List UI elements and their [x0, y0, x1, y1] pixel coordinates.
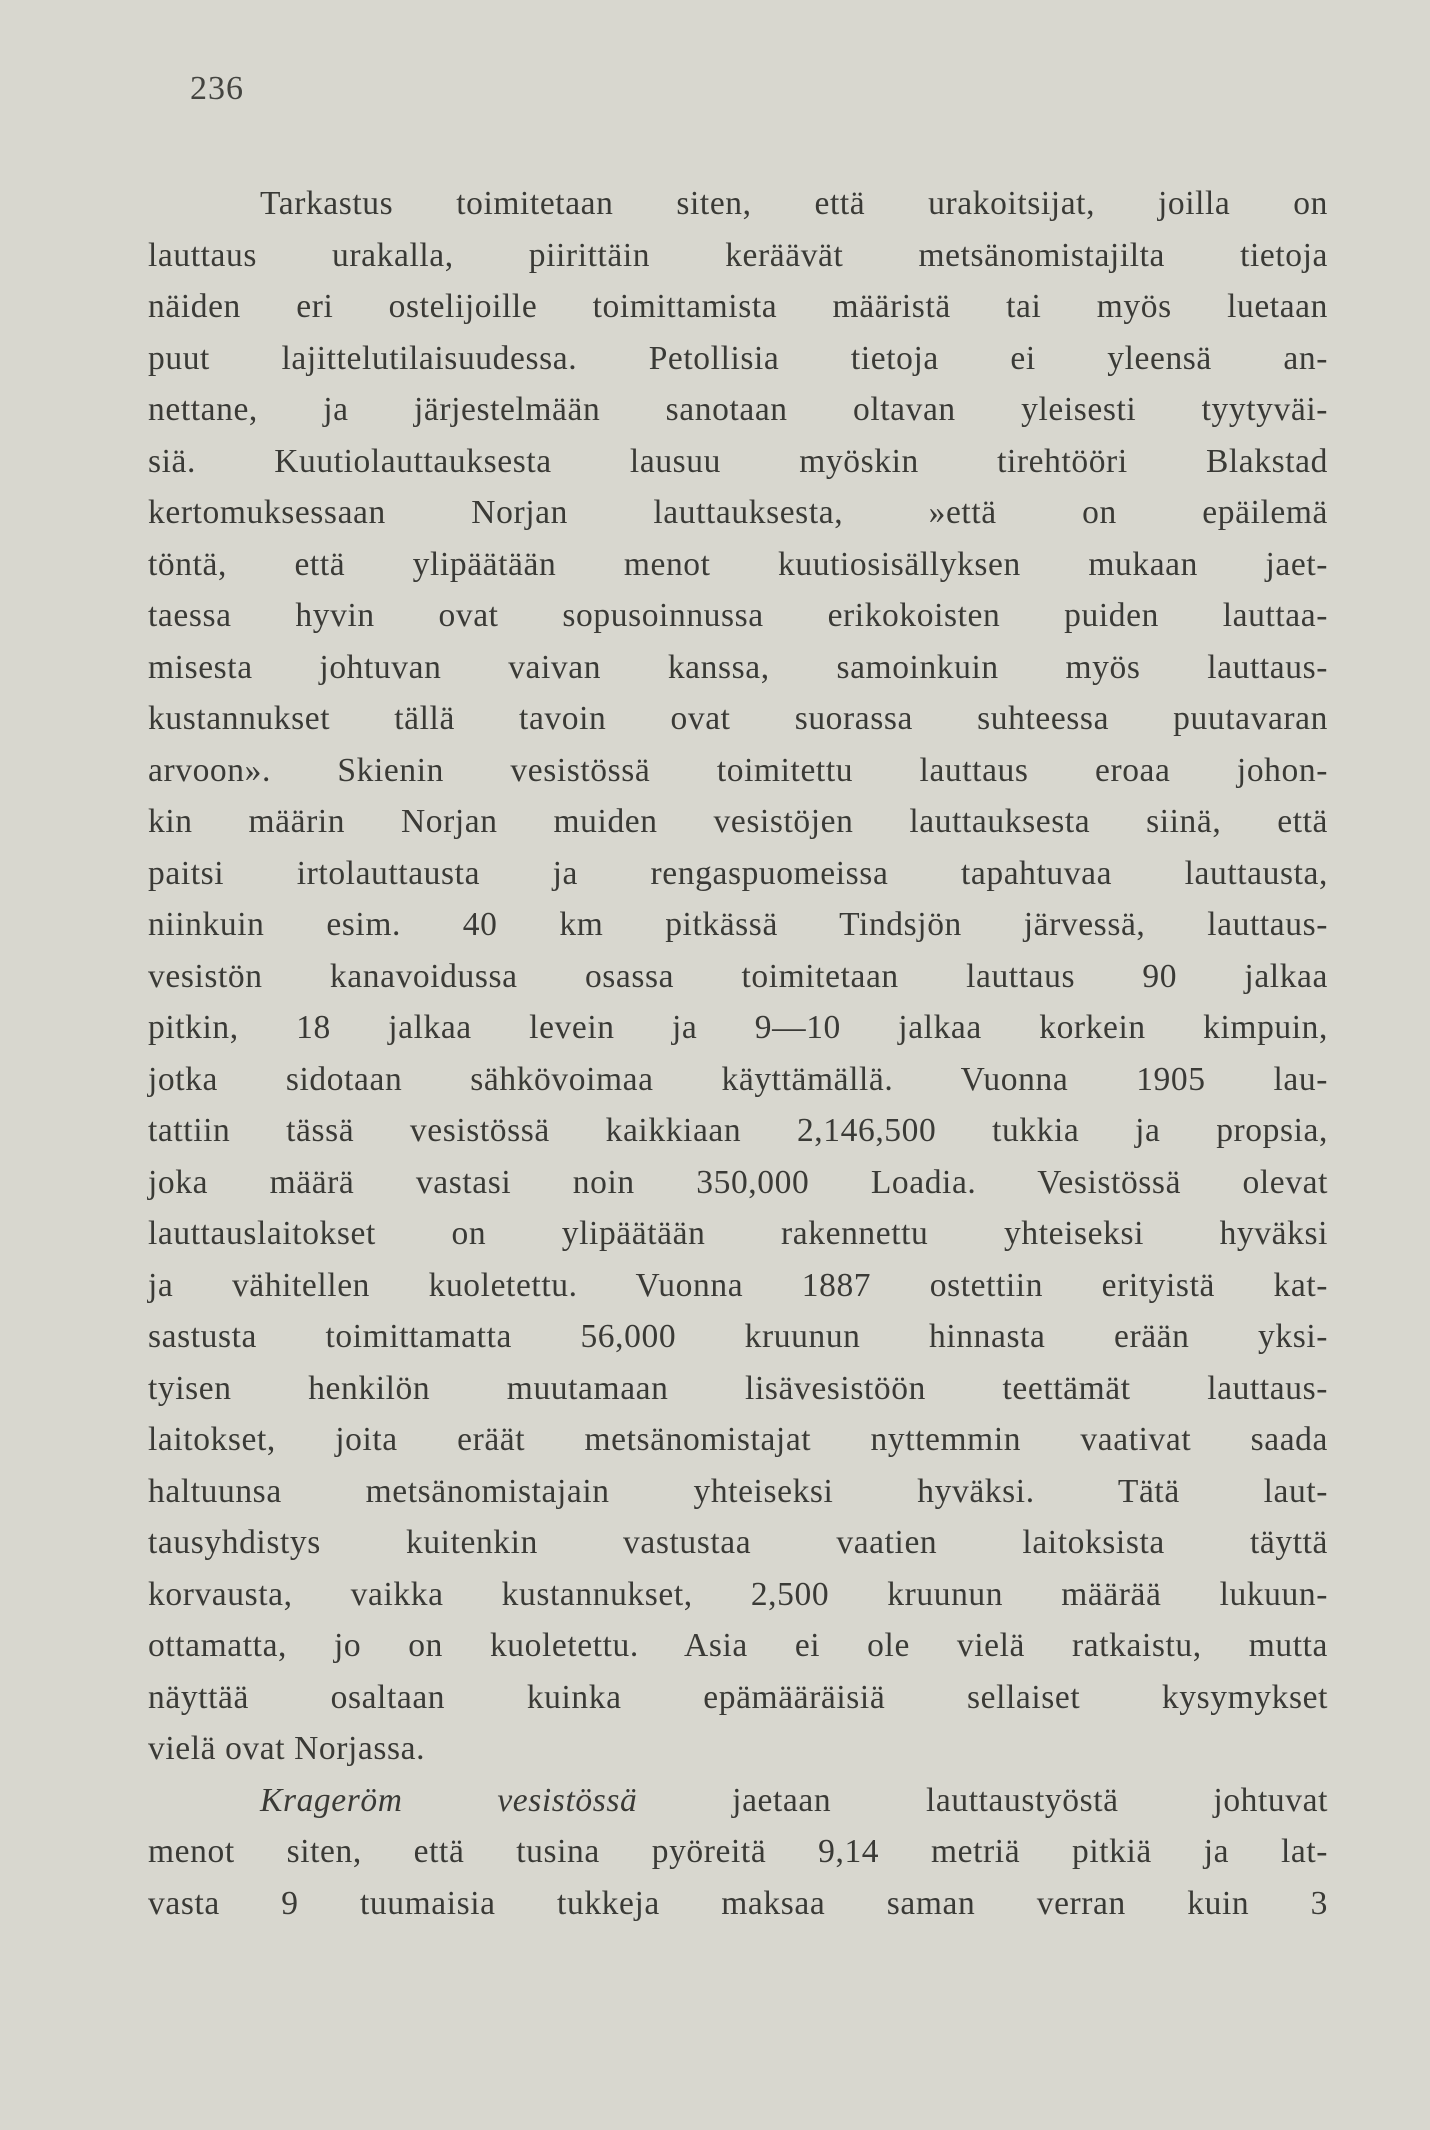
page-number: 236 [190, 70, 244, 107]
text-line: taessa hyvin ovat sopusoinnussa erikokoisten puiden lauttaa- [148, 597, 1328, 634]
text-line: ja vähitellen kuoletettu. Vuonna 1887 ostettiin erityistä kat- [148, 1266, 1328, 1304]
text-line: arvoon». Skienin vesistössä toimitettu lauttaus eroaa johon- [148, 751, 1328, 789]
text-line: korvausta, vaikka kustannukset, 2,500 kruunun määrää lukuun- [148, 1575, 1328, 1613]
text-line: kustannukset tällä tavoin ovat suorassa suhteessa puutavaran [148, 700, 1328, 737]
text-line: vasta 9 tuumaisia tukkeja maksaa saman verran kuin 3 [148, 1884, 1328, 1922]
text-line: misesta johtuvan vaivan kanssa, samoinkuin myös lauttaus- [148, 648, 1328, 686]
text-line: lauttauslaitokset on ylipäätään rakennettu yhteiseksi hyväksi [148, 1215, 1328, 1252]
text-line: sastusta toimittamatta 56,000 kruunun hinnasta erään yksi- [148, 1318, 1328, 1355]
text-line: lauttaus urakalla, piirittäin keräävät metsänomistajilta tietoja [148, 236, 1328, 274]
text-line: töntä, että ylipäätään menot kuutiosisällyksen mukaan jaet- [148, 545, 1328, 583]
text-line: haltuunsa metsänomistajain yhteiseksi hyväksi. Tätä laut- [148, 1472, 1328, 1510]
paragraph-2-line-1 [148, 1775, 1328, 1827]
text-line: siä. Kuutiolauttauksesta lausuu myöskin tirehtööri Blakstad [148, 442, 1328, 480]
text-line: kertomuksessaan Norjan lauttauksesta, »että on epäilemä [148, 494, 1328, 531]
text-line: jotka sidotaan sähkövoimaa käyttämällä. Vuonna 1905 lau- [148, 1060, 1328, 1098]
text-line: tausyhdistys kuitenkin vastustaa vaatien laitoksista täyttä [148, 1524, 1328, 1561]
text-line: menot siten, että tusina pyöreitä 9,14 metriä pitkiä ja lat- [148, 1833, 1328, 1870]
text-line: laitokset, joita eräät metsänomistajat nyttemmin vaativat saada [148, 1421, 1328, 1458]
text-line: tyisen henkilön muutamaan lisävesistöön teettämät lauttaus- [148, 1369, 1328, 1407]
italic-place-name: Krageröm vesistössä [260, 1781, 638, 1819]
text-line: näyttää osaltaan kuinka epämääräisiä sellaiset kysymykset [148, 1678, 1328, 1716]
text-line: ottamatta, jo on kuoletettu. Asia ei ole vielä ratkaistu, mutta [148, 1627, 1328, 1664]
text-line: vielä ovat Norjassa. [148, 1730, 426, 1767]
text-line: joka määrä vastasi noin 350,000 Loadia. Vesistössä olevat [148, 1163, 1328, 1201]
text-line: Tarkastus toimitetaan siten, että urakoitsijat, joilla on [260, 185, 1328, 222]
text-line: puut lajittelutilaisuudessa. Petollisia tietoja ei yleensä an- [148, 339, 1328, 377]
text-line: niinkuin esim. 40 km pitkässä Tindsjön järvessä, lauttaus- [148, 906, 1328, 943]
text-line: nettane, ja järjestelmään sanotaan oltavan yleisesti tyytyväi- [148, 391, 1328, 428]
text-line: paitsi irtolauttausta ja rengaspuomeissa tapahtuvaa lauttausta, [148, 854, 1328, 892]
text-fragment: jaetaan lauttaustyöstä johtuvat [732, 1781, 1329, 1819]
text-line: pitkin, 18 jalkaa levein ja 9—10 jalkaa korkein kimpuin, [148, 1009, 1328, 1046]
text-line: näiden eri ostelijoille toimittamista määristä tai myös luetaan [148, 288, 1328, 325]
text-line: tattiin tässä vesistössä kaikkiaan 2,146,500 tukkia ja propsia, [148, 1112, 1328, 1149]
text-line: kin määrin Norjan muiden vesistöjen lauttauksesta siinä, että [148, 803, 1328, 840]
body-text [148, 178, 1328, 1929]
text-line: vesistön kanavoidussa osassa toimitetaan lauttaus 90 jalkaa [148, 957, 1328, 995]
